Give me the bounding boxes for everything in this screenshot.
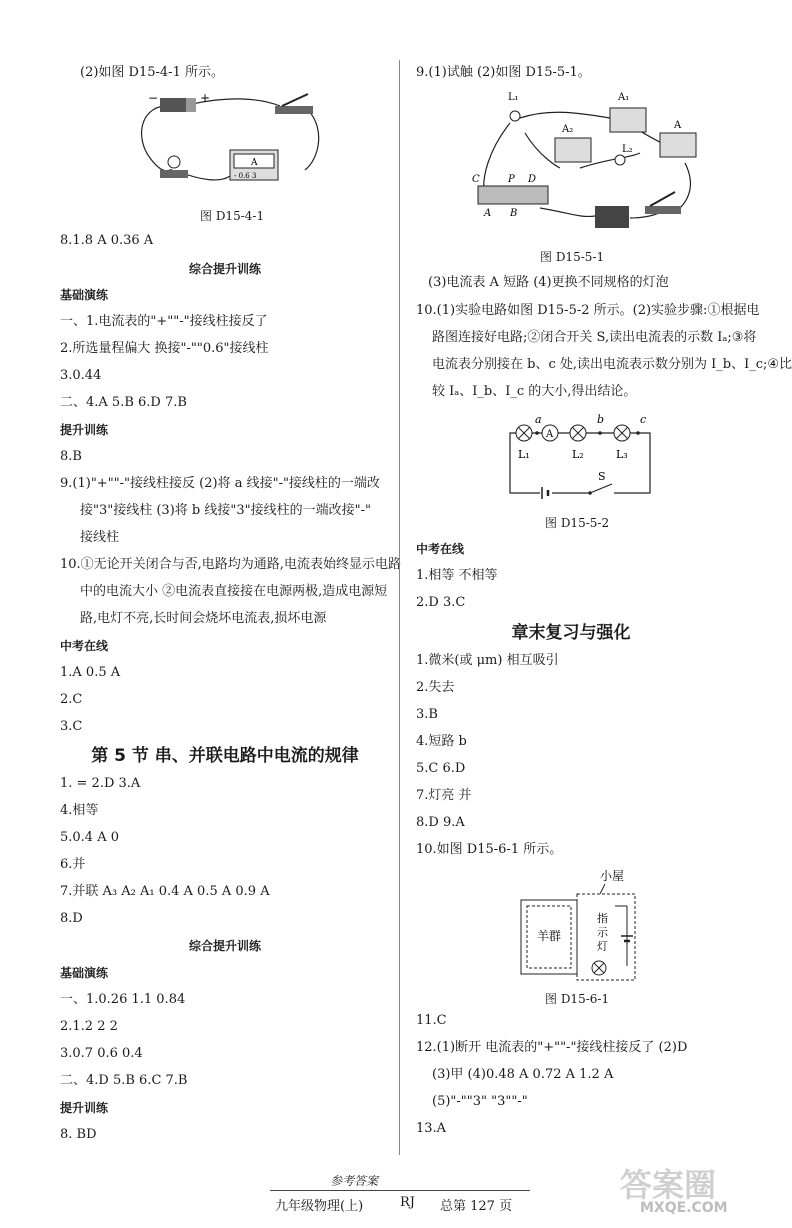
column-divider xyxy=(399,60,400,1155)
figure-caption: 图 D15-5-1 xyxy=(540,250,605,264)
svg-text:灯: 灯 xyxy=(597,940,608,953)
subheading: 综合提升训练 xyxy=(188,939,261,953)
answer-line: 2.C xyxy=(60,692,83,707)
svg-text:C: C xyxy=(472,174,480,185)
subheading: 提升训练 xyxy=(60,423,109,437)
watermark-url: MXQE.COM xyxy=(640,1200,728,1216)
answer-line: 9.(1)试触 (2)如图 D15-5-1。 xyxy=(416,65,591,80)
ammeter-icon xyxy=(610,108,646,132)
answer-line: 路图连接好电路;②闭合开关 S,读出电流表的示数 Iₐ;③将 xyxy=(432,330,757,345)
answer-line: 8. BD xyxy=(60,1127,97,1142)
answer-line: 2.所选量程偏大 换接"-""0.6"接线柱 xyxy=(60,341,269,356)
subheading: 中考在线 xyxy=(416,542,465,556)
circuit-figure-d15-4-1 xyxy=(130,88,330,198)
answer-line: 10.(1)实验电路如图 D15-5-2 所示。(2)实验步骤:①根据电 xyxy=(416,303,760,318)
svg-text:指: 指 xyxy=(597,912,608,925)
subheading: 中考在线 xyxy=(60,639,109,653)
svg-text:B: B xyxy=(510,208,518,219)
answer-line: 7.灯亮 并 xyxy=(416,788,472,803)
answer-line: 1. = 2.D 3.A xyxy=(60,776,141,791)
answer-line: 1.A 0.5 A xyxy=(60,665,121,680)
svg-text:a: a xyxy=(535,413,542,426)
svg-text:c: c xyxy=(640,413,647,426)
answer-line: 路,电灯不亮,长时间会烧坏电流表,损坏电源 xyxy=(80,611,327,626)
answer-line: (3)甲 (4)0.48 A 0.72 A 1.2 A xyxy=(432,1067,614,1082)
answer-line: 一、1.电流表的"+""-"接线柱接反了 xyxy=(60,314,268,329)
svg-text:P: P xyxy=(508,174,515,185)
answer-line: (2)如图 D15-4-1 所示。 xyxy=(80,65,224,80)
lamp-icon xyxy=(615,155,625,165)
answer-line: 一、1.0.26 1.1 0.84 xyxy=(60,992,186,1007)
switch-icon xyxy=(275,106,313,114)
answer-line: 3.C xyxy=(60,719,83,734)
answer-line: 7.并联 A₃ A₂ A₁ 0.4 A 0.5 A 0.9 A xyxy=(60,884,270,899)
circuit-figure-d15-5-2 xyxy=(500,408,660,504)
svg-text:小屋: 小屋 xyxy=(600,869,625,883)
answer-line: 3.0.44 xyxy=(60,368,102,383)
answer-line: (3)电流表 A 短路 (4)更换不同规格的灯泡 xyxy=(428,275,669,290)
answer-line: 接"3"接线柱 (3)将 b 线接"3"接线柱的一端改接"-" xyxy=(80,503,371,518)
answer-line: 8.B xyxy=(60,449,82,464)
answer-line: 4.相等 xyxy=(60,803,99,818)
answer-line: 4.短路 b xyxy=(416,734,467,749)
answer-line: 二、4.A 5.B 6.D 7.B xyxy=(60,395,187,410)
answer-line: 8.1.8 A 0.36 A xyxy=(60,233,154,248)
answer-line: 3.0.7 0.6 0.4 xyxy=(60,1046,143,1061)
ammeter-label: A xyxy=(251,158,258,168)
svg-text:S: S xyxy=(598,470,606,483)
subheading: 基础演练 xyxy=(60,288,109,302)
ammeter-icon xyxy=(660,133,696,157)
subheading: 提升训练 xyxy=(60,1101,109,1115)
answer-line: 11.C xyxy=(416,1013,447,1028)
answer-line: 5.C 6.D xyxy=(416,761,466,776)
battery-icon xyxy=(595,206,629,228)
section-title: 章末复习与强化 xyxy=(511,623,631,643)
footer-edition: RJ xyxy=(400,1195,415,1210)
svg-text:D: D xyxy=(528,174,537,185)
answer-line: 12.(1)断开 电流表的"+""-"接线柱接反了 (2)D xyxy=(416,1040,688,1055)
subheading: 综合提升训练 xyxy=(188,262,261,276)
svg-text:b: b xyxy=(597,413,605,426)
svg-text:A: A xyxy=(674,120,682,131)
lamp-icon xyxy=(160,170,188,178)
section-title: 第 5 节 串、并联电路中电流的规律 xyxy=(91,746,359,766)
circuit-figure-d15-5-1 xyxy=(470,88,700,238)
svg-text:L₂: L₂ xyxy=(622,144,633,155)
answer-line: 6.并 xyxy=(60,857,86,872)
answer-line: 二、4.D 5.B 6.C 7.B xyxy=(60,1073,188,1088)
answer-line: 1.相等 不相等 xyxy=(416,568,498,583)
svg-text:L₃: L₃ xyxy=(616,448,628,461)
ammeter-scale: - 0.6 3 xyxy=(234,172,257,180)
answer-line: 2.D 3.C xyxy=(416,595,466,610)
answer-line: (5)"-""3" "3""-" xyxy=(432,1094,528,1109)
svg-text:L₁: L₁ xyxy=(508,92,519,103)
answer-line: 2.1.2 2 2 xyxy=(60,1019,118,1034)
svg-text:L₂: L₂ xyxy=(572,448,584,461)
watermark-logo: 答案圈 xyxy=(620,1166,717,1204)
switch-icon xyxy=(645,206,681,214)
footer-page: 总第 127 页 xyxy=(440,1199,513,1214)
battery-plus-label: + xyxy=(200,91,211,105)
lamp-icon xyxy=(510,111,520,121)
answer-line: 3.B xyxy=(416,707,438,722)
svg-text:A: A xyxy=(484,208,492,219)
footer-rule xyxy=(270,1190,530,1191)
answer-line: 2.失去 xyxy=(416,680,455,695)
svg-text:示: 示 xyxy=(597,926,608,939)
house-figure-d15-6-1 xyxy=(515,866,640,986)
answer-line: 接线柱 xyxy=(80,530,120,545)
footer-grade: 九年级物理(上) xyxy=(275,1199,364,1214)
answer-line: 电流表分别接在 b、c 处,读出电流表示数分别为 I_b、I_c;④比 xyxy=(432,357,792,372)
answer-line: 10.如图 D15-6-1 所示。 xyxy=(416,842,563,857)
figure-caption: 图 D15-6-1 xyxy=(545,992,610,1006)
answer-line: 中的电流大小 ②电流表直接接在电源两极,造成电源短 xyxy=(80,584,388,599)
figure-caption: 图 D15-4-1 xyxy=(200,209,265,223)
ammeter-icon xyxy=(555,138,591,162)
answer-line: 13.A xyxy=(416,1121,447,1136)
rheostat-icon xyxy=(478,186,548,204)
answer-line: 8.D 9.A xyxy=(416,815,465,830)
answer-line: 9.(1)"+""-"接线柱接反 (2)将 a 线接"-"接线柱的一端改 xyxy=(60,476,380,491)
svg-text:L₁: L₁ xyxy=(518,448,530,461)
answer-line: 5.0.4 A 0 xyxy=(60,830,120,845)
answer-line: 10.①无论开关闭合与否,电路均为通路,电流表始终显示电路 xyxy=(60,557,401,572)
figure-caption: 图 D15-5-2 xyxy=(545,516,610,530)
footer-ref: 参考答案 xyxy=(330,1174,379,1188)
svg-text:羊群: 羊群 xyxy=(537,929,562,943)
svg-text:A₁: A₁ xyxy=(618,92,630,103)
svg-text:A: A xyxy=(546,429,554,440)
answer-line: 1.微米(或 μm) 相互吸引 xyxy=(416,653,559,668)
answer-line: 较 Iₐ、I_b、I_c 的大小,得出结论。 xyxy=(432,384,637,399)
battery-minus-label: − xyxy=(148,91,159,105)
answer-line: 8.D xyxy=(60,911,83,926)
svg-text:A₂: A₂ xyxy=(562,124,574,135)
subheading: 基础演练 xyxy=(60,966,109,980)
